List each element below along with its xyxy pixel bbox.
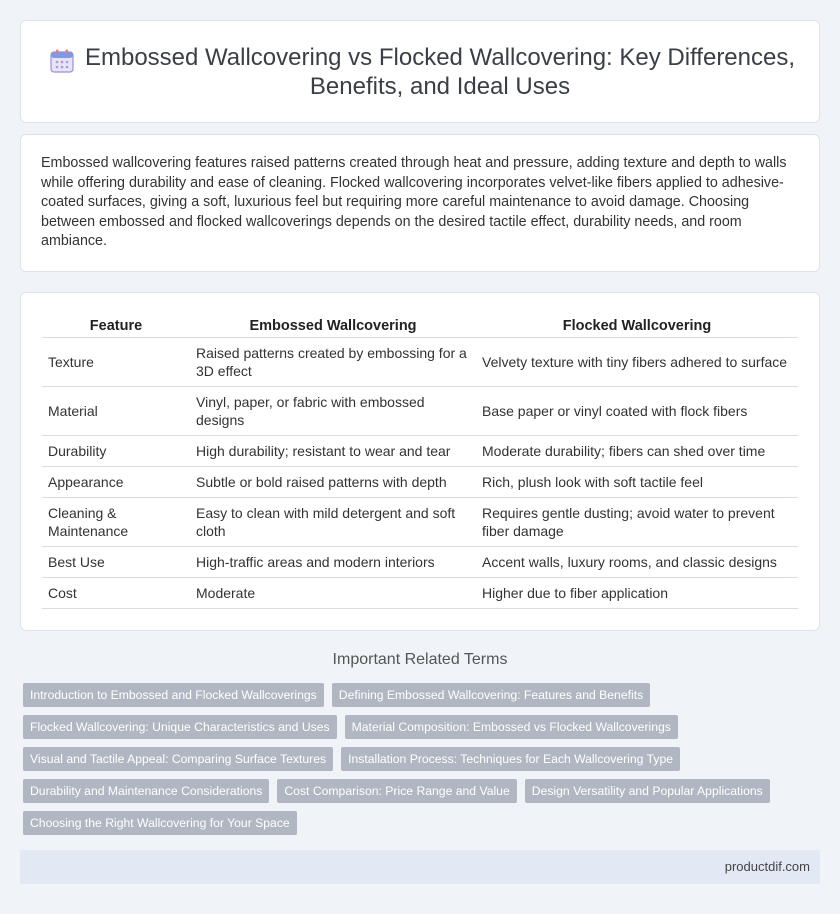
comparison-table xyxy=(42,315,798,609)
table-row xyxy=(42,467,798,498)
footer xyxy=(20,850,820,884)
table-row xyxy=(42,387,798,436)
flocked-cell: Moderate durability; fibers can shed over time xyxy=(476,436,798,467)
page-title: Embossed Wallcovering vs Flocked Wallcovering: Key Differences, Benefits, and Ideal Uses xyxy=(84,43,796,100)
related-term-tag[interactable]: Material Composition: Embossed vs Flocked Wallcoverings xyxy=(345,715,678,739)
feature-cell: Cleaning & Maintenance xyxy=(42,498,190,547)
flocked-cell: Requires gentle dusting; avoid water to prevent fiber damage xyxy=(476,498,798,547)
flocked-cell: Accent walls, luxury rooms, and classic designs xyxy=(476,547,798,578)
table-row xyxy=(42,338,798,387)
flocked-cell: Velvety texture with tiny fibers adhered to surface xyxy=(476,338,798,387)
header-feature: Feature xyxy=(42,315,190,338)
embossed-cell: High-traffic areas and modern interiors xyxy=(190,547,476,578)
related-term-tag[interactable]: Design Versatility and Popular Applications xyxy=(525,779,770,803)
embossed-cell: Vinyl, paper, or fabric with embossed designs xyxy=(190,387,476,436)
flocked-cell: Base paper or vinyl coated with flock fibers xyxy=(476,387,798,436)
related-terms-list xyxy=(23,683,803,835)
embossed-cell: Subtle or bold raised patterns with depth xyxy=(190,467,476,498)
footer-site-link[interactable]: productdif.com xyxy=(724,859,810,874)
intro-card xyxy=(20,134,820,272)
related-terms-heading: Important Related Terms xyxy=(332,651,508,668)
header-flocked: Flocked Wallcovering xyxy=(476,315,798,338)
header-embossed: Embossed Wallcovering xyxy=(190,315,476,338)
flocked-cell: Rich, plush look with soft tactile feel xyxy=(476,467,798,498)
comparison-card xyxy=(20,292,820,631)
flocked-cell: Higher due to fiber application xyxy=(476,578,798,609)
embossed-cell: High durability; resistant to wear and tear xyxy=(190,436,476,467)
table-header-row xyxy=(42,315,798,338)
table-row xyxy=(42,578,798,609)
related-term-tag[interactable]: Cost Comparison: Price Range and Value xyxy=(277,779,516,803)
embossed-cell: Raised patterns created by embossing for a 3D effect xyxy=(190,338,476,387)
table-row xyxy=(42,436,798,467)
related-term-tag[interactable]: Choosing the Right Wallcovering for Your Space xyxy=(23,811,297,835)
feature-cell: Best Use xyxy=(42,547,190,578)
related-term-tag[interactable]: Installation Process: Techniques for Each Wallcovering Type xyxy=(341,747,680,771)
table-row xyxy=(42,498,798,547)
feature-cell: Material xyxy=(42,387,190,436)
related-term-tag[interactable]: Durability and Maintenance Considerations xyxy=(23,779,269,803)
feature-cell: Appearance xyxy=(42,467,190,498)
related-term-tag[interactable]: Visual and Tactile Appeal: Comparing Surface Textures xyxy=(23,747,333,771)
related-term-tag[interactable]: Flocked Wallcovering: Unique Characteristics and Uses xyxy=(23,715,337,739)
related-term-tag[interactable]: Defining Embossed Wallcovering: Features and Benefits xyxy=(332,683,650,707)
related-term-tag[interactable]: Introduction to Embossed and Flocked Wallcoverings xyxy=(23,683,324,707)
feature-cell: Durability xyxy=(42,436,190,467)
intro-paragraph: Embossed wallcovering features raised patterns created through heat and pressure, adding texture and depth to walls while offering durability and ease of cleaning. Flocked wallcovering incorporates velvet-like fibers applied to adhesive-coated surfaces, giving a soft, luxurious feel but requiring more careful maintenance to avoid damage. Choosing between embossed and flocked wallcoverings depends on the desired tactile effect, durability needs, and room ambiance. xyxy=(41,155,787,250)
feature-cell: Texture xyxy=(42,338,190,387)
embossed-cell: Easy to clean with mild detergent and soft cloth xyxy=(190,498,476,547)
title-card xyxy=(20,20,820,123)
feature-cell: Cost xyxy=(42,578,190,609)
embossed-cell: Moderate xyxy=(190,578,476,609)
table-row xyxy=(42,547,798,578)
